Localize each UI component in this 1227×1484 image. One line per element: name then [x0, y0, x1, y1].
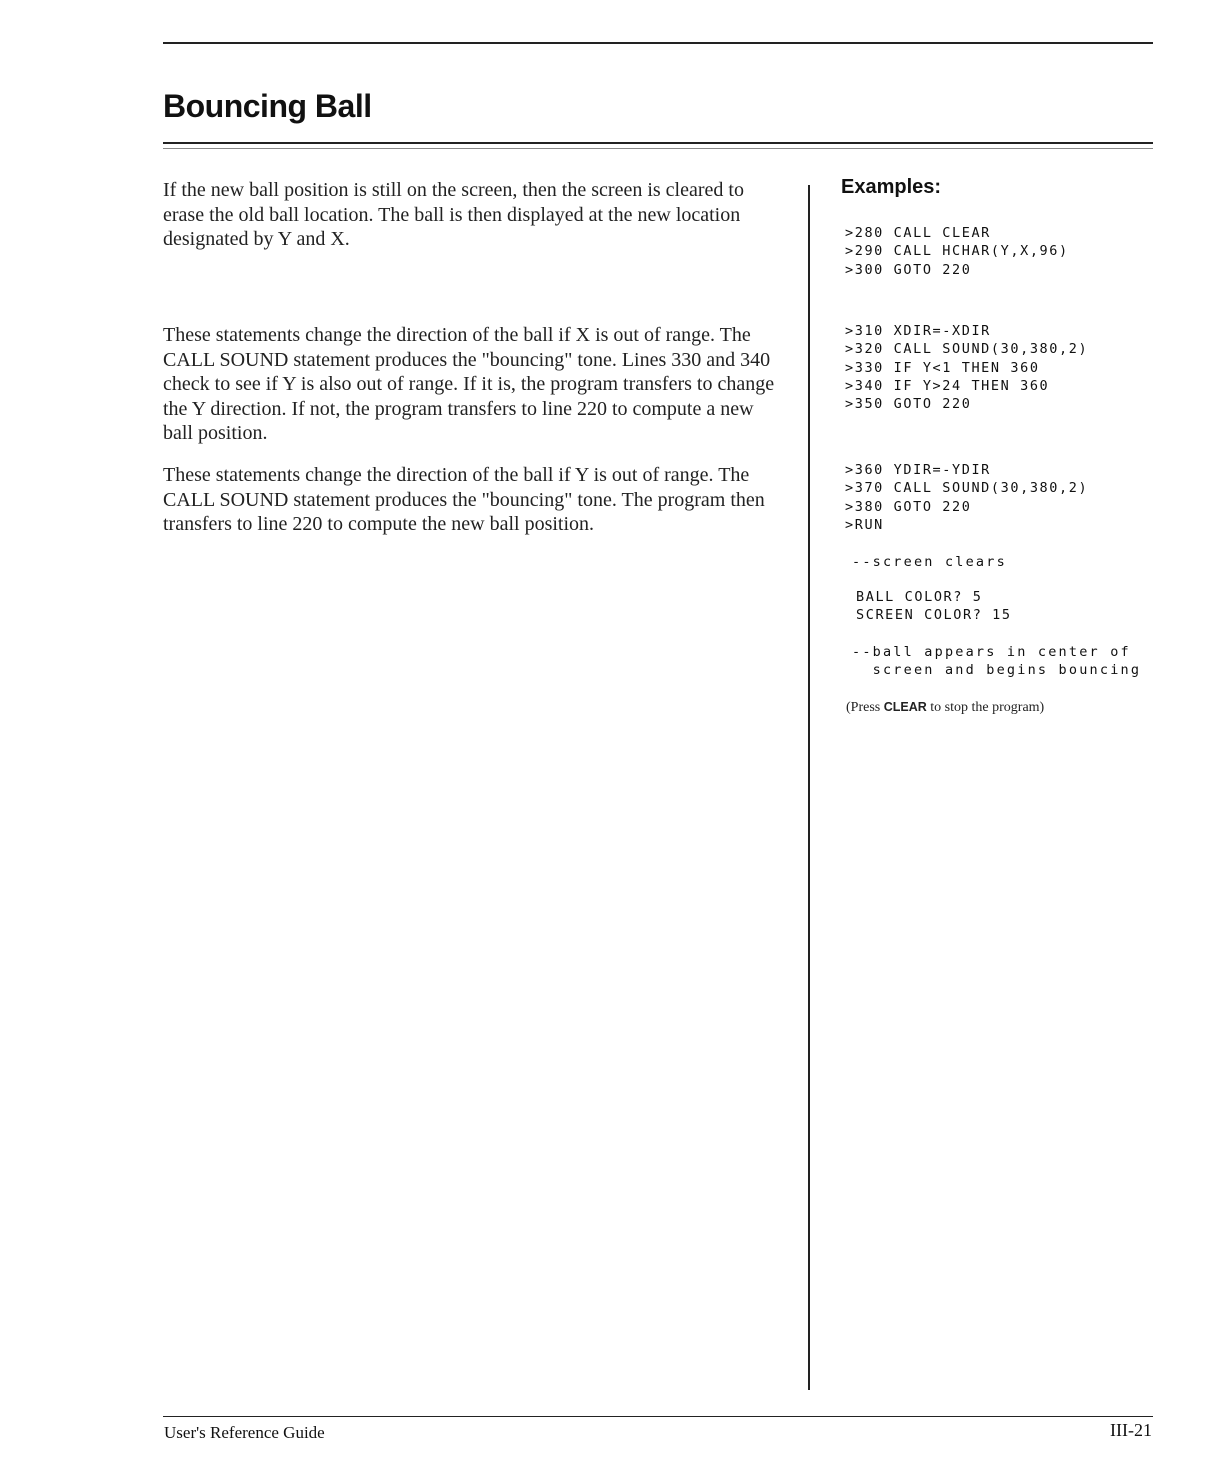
code-line: >280 CALL CLEAR	[845, 225, 991, 241]
footer-title: User's Reference Guide	[164, 1423, 325, 1442]
press-note-before: (Press	[846, 700, 884, 715]
code-line: >310 XDIR=-XDIR	[845, 323, 991, 339]
title-rule	[163, 142, 1153, 144]
code-block-3	[845, 461, 1088, 534]
examples-heading: Examples:	[841, 176, 942, 198]
paragraph-1: If the new ball position is still on the screen, then the screen is cleared to erase the old ball location. The ball is then displayed at the new location designated by Y and X.	[163, 179, 744, 250]
code-line: >380 GOTO 220	[845, 498, 972, 515]
code-block-2	[845, 322, 1088, 413]
top-rule	[163, 42, 1153, 44]
code-line: >360 YDIR=-YDIR	[845, 462, 991, 478]
title-rule-thin	[163, 148, 1153, 149]
code-line: >320 CALL SOUND(30,380,2)	[845, 341, 1089, 358]
code-line: >370 CALL SOUND(30,380,2)	[845, 480, 1089, 497]
code-line: >300 GOTO 220	[845, 261, 972, 278]
ball-appears-note: --ball appears in center of screen and begins bouncing	[852, 644, 1142, 678]
footer-rule	[163, 1416, 1153, 1417]
code-line: >350 GOTO 220	[845, 396, 972, 413]
code-line: >330 IF Y<1 THEN 360	[845, 359, 1040, 376]
clear-key-label: CLEAR	[883, 700, 927, 714]
code-line: >290 CALL HCHAR(Y,X,96)	[845, 243, 1069, 260]
column-divider	[808, 185, 810, 1390]
color-prompts	[856, 588, 1012, 625]
press-clear-note	[846, 698, 1046, 717]
code-block-1	[845, 224, 1069, 279]
code-line: >340 IF Y>24 THEN 360	[845, 377, 1050, 394]
page-title: Bouncing Ball	[163, 88, 372, 124]
code-line: >RUN	[845, 516, 884, 533]
paragraph-2: These statements change the direction of the ball if X is out of range. The CALL SOUND statement produces the "bouncing" tone. Lines 330 and 340 check to see if Y is also out of range. If it is, the program transfers to change the Y direction. If not, the program transfers to line 220 to compute a new ball position.	[163, 324, 775, 444]
press-note-after: to stop the program)	[926, 700, 1045, 715]
screen-clears-note: --screen clears	[852, 554, 1007, 570]
page-number: III-21	[1110, 1420, 1152, 1440]
prompt-line: BALL COLOR? 5	[856, 589, 983, 605]
paragraph-3: These statements change the direction of the ball if Y is out of range. The CALL SOUND statement produces the "bouncing" tone. The program then transfers to line 220 to compute the new ball position.	[163, 464, 765, 535]
prompt-line: SCREEN COLOR? 15	[856, 607, 1012, 624]
